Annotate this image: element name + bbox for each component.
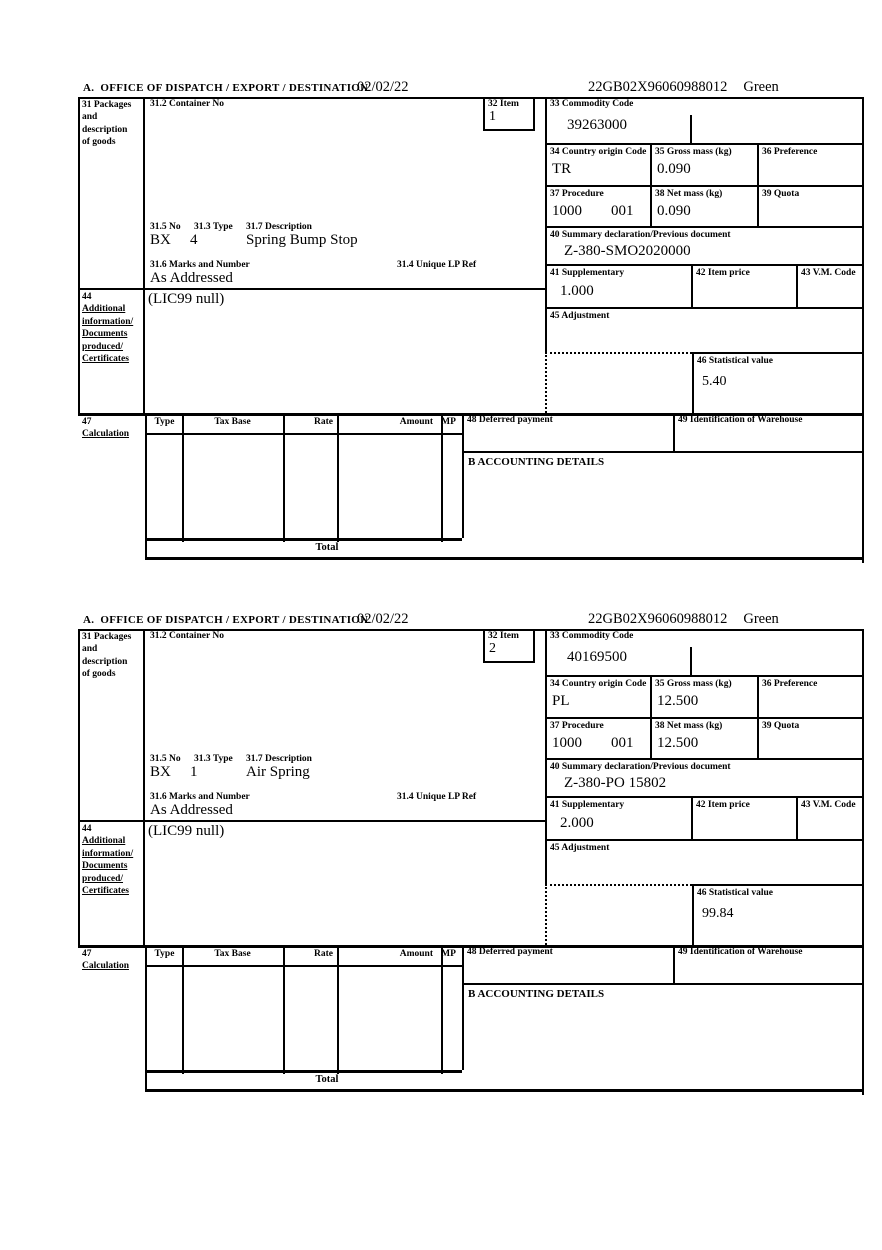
section-header [78, 610, 864, 629]
packages-no-value: BX [150, 764, 171, 780]
calc-column-amount: Amount [333, 945, 443, 1074]
calc-column-tax-base: Tax Base [182, 945, 285, 1074]
net-mass-value: 0.090 [657, 203, 691, 219]
marks-and-number-value: As Addressed [150, 270, 233, 286]
deferred-payment-box [462, 945, 673, 985]
vm-code-box [796, 266, 862, 309]
supplementary-label: 41 Supplementary [550, 268, 625, 278]
warehouse-identification-label: 49 Identification of Warehouse [678, 947, 803, 957]
calculation-number-label: 47 [82, 949, 92, 959]
preference-label: 36 Preference [762, 147, 818, 157]
packages-type-value: 4 [190, 232, 198, 248]
calc-column-type: Type [147, 413, 184, 542]
marks-and-number-value: As Addressed [150, 802, 233, 818]
warehouse-identification-label: 49 Identification of Warehouse [678, 415, 803, 425]
statistical-value-box [692, 884, 862, 945]
calculation-word-label: Calculation [82, 429, 129, 439]
summary-declaration-label: 40 Summary declaration/Previous document [550, 762, 731, 772]
adjustment-label: 45 Adjustment [550, 843, 610, 853]
declaration-form-grid [78, 629, 864, 1096]
item-price-box [691, 266, 796, 309]
item-price-box [691, 798, 796, 841]
packages-no-label: 31.5 No [150, 222, 181, 232]
marks-and-number-label: 31.6 Marks and Number [150, 792, 250, 802]
total-label: Total [315, 1074, 339, 1085]
summary-declaration-label: 40 Summary declaration/Previous document [550, 230, 731, 240]
marks-and-number-label: 31.6 Marks and Number [150, 260, 250, 270]
item-number-box [483, 629, 535, 663]
container-no-label: 31.2 Container No [150, 631, 224, 641]
gross-mass-value: 0.090 [657, 161, 691, 177]
packages-type-label: 31.3 Type [194, 754, 233, 764]
declaration-date: 02/02/22 [357, 611, 409, 627]
office-of-dispatch-title: A. OFFICE OF DISPATCH / EXPORT / DESTINATION [83, 82, 369, 94]
statistical-value-value: 99.84 [702, 906, 734, 921]
calc-column-rate: Rate [283, 413, 339, 542]
procedure-box [545, 719, 650, 760]
net-mass-box [650, 719, 757, 760]
supplementary-box [545, 266, 691, 309]
vm-code-box [796, 798, 862, 841]
commodity-code-box [545, 97, 862, 145]
item-number-label: 32 Item [488, 631, 519, 641]
calculation-word-label: Calculation [82, 961, 129, 971]
routing-indicator: Green [743, 611, 779, 627]
supplementary-value: 1.000 [560, 283, 594, 299]
net-mass-label: 38 Net mass (kg) [655, 189, 723, 199]
warehouse-identification-box [673, 413, 862, 453]
procedure-value: 1000 [552, 203, 582, 219]
additional-information-value: (LIC99 null) [148, 823, 225, 839]
procedure-value: 1000 [552, 735, 582, 751]
unique-lp-ref-label: 31.4 Unique LP Ref [397, 792, 477, 802]
goods-description-label: 31.7 Description [246, 222, 312, 232]
commodity-code-value: 40169500 [567, 649, 627, 665]
declaration-form-grid [78, 97, 864, 564]
gross-mass-value: 12.500 [657, 693, 699, 709]
box44-additional-info-label: 44 Additional information/ Documents produced/ Certificates [82, 292, 134, 365]
country-origin-label: 34 Country origin Code [550, 679, 647, 689]
preference-box [757, 677, 862, 719]
mrn-number: 22GB02X96060988012 [588, 79, 728, 95]
calc-column-mp: MP [441, 949, 456, 959]
unique-lp-ref-label: 31.4 Unique LP Ref [397, 260, 477, 270]
statistical-value-box [692, 352, 862, 413]
box44-top-border [78, 288, 545, 290]
country-origin-box [545, 145, 650, 187]
calculation-table [145, 945, 462, 1070]
item-number-value: 2 [489, 641, 496, 656]
item-price-label: 42 Item price [696, 268, 750, 278]
accounting-details-label: B ACCOUNTING DETAILS [468, 456, 605, 468]
vm-code-label: 43 V.M. Code [801, 800, 856, 810]
commodity-code-label: 33 Commodity Code [550, 99, 634, 109]
gross-mass-box [650, 145, 757, 187]
deferred-payment-box [462, 413, 673, 453]
packages-type-label: 31.3 Type [194, 222, 233, 232]
quota-box [757, 187, 862, 228]
calc-total-row [145, 1070, 862, 1092]
gross-mass-box [650, 677, 757, 719]
supplementary-label: 41 Supplementary [550, 800, 625, 810]
statistical-value-value: 5.40 [702, 374, 727, 389]
commodity-code-value: 39263000 [567, 117, 627, 133]
preference-label: 36 Preference [762, 679, 818, 689]
accounting-details-box [462, 985, 862, 1070]
net-mass-value: 12.500 [657, 735, 699, 751]
summary-declaration-box [545, 228, 862, 266]
declaration-reference [588, 611, 779, 628]
declaration-reference [588, 79, 779, 96]
warehouse-identification-box [673, 945, 862, 985]
routing-indicator: Green [743, 79, 779, 95]
adjustment-label: 45 Adjustment [550, 311, 610, 321]
section-header [78, 78, 864, 97]
procedure-label: 37 Procedure [550, 189, 604, 199]
country-origin-value: TR [552, 161, 572, 177]
office-of-dispatch-title: A. OFFICE OF DISPATCH / EXPORT / DESTINATION [83, 614, 369, 626]
summary-declaration-value: Z-380-PO 15802 [564, 775, 667, 791]
box44-additional-info-label: 44 Additional information/ Documents produced/ Certificates [82, 824, 134, 897]
adjustment-dotted-area [545, 352, 692, 413]
container-no-label: 31.2 Container No [150, 99, 224, 109]
adjustment-box [545, 309, 862, 352]
calc-column-rate: Rate [283, 945, 339, 1074]
box31-packages-label: 31 Packages and description of goods [82, 100, 132, 148]
procedure-suffix-value: 001 [611, 735, 634, 751]
declaration-item-section [78, 610, 864, 1100]
quota-box [757, 719, 862, 760]
country-origin-value: PL [552, 693, 570, 709]
form-right-border [862, 97, 864, 563]
gross-mass-label: 35 Gross mass (kg) [655, 679, 732, 689]
additional-information-value: (LIC99 null) [148, 291, 225, 307]
commodity-code-separator-mark [690, 647, 692, 677]
declaration-date: 02/02/22 [357, 79, 409, 95]
procedure-suffix-value: 001 [611, 203, 634, 219]
deferred-payment-label: 48 Deferred payment [467, 415, 553, 425]
total-label: Total [315, 542, 339, 553]
net-mass-box [650, 187, 757, 228]
packages-no-value: BX [150, 232, 171, 248]
procedure-box [545, 187, 650, 228]
calc-column-type: Type [147, 945, 184, 1074]
quota-label: 39 Quota [762, 189, 800, 199]
mrn-number: 22GB02X96060988012 [588, 611, 728, 627]
box44-top-border [78, 820, 545, 822]
goods-description-value: Air Spring [246, 764, 310, 780]
calculation-table [145, 413, 462, 538]
net-mass-label: 38 Net mass (kg) [655, 721, 723, 731]
adjustment-box [545, 841, 862, 884]
calc-header-underline [147, 965, 464, 967]
box31-packages-label: 31 Packages and description of goods [82, 632, 132, 680]
goods-description-value: Spring Bump Stop [246, 232, 358, 248]
goods-description-label: 31.7 Description [246, 754, 312, 764]
statistical-value-label: 46 Statistical value [697, 356, 773, 366]
summary-declaration-box [545, 760, 862, 798]
adjustment-dotted-area [545, 884, 692, 945]
country-origin-box [545, 677, 650, 719]
calculation-number-label: 47 [82, 417, 92, 427]
item-number-box [483, 97, 535, 131]
item-price-label: 42 Item price [696, 800, 750, 810]
accounting-details-label: B ACCOUNTING DETAILS [468, 988, 605, 1000]
supplementary-box [545, 798, 691, 841]
commodity-code-separator-mark [690, 115, 692, 145]
country-origin-label: 34 Country origin Code [550, 147, 647, 157]
commodity-code-box [545, 629, 862, 677]
item-number-label: 32 Item [488, 99, 519, 109]
declaration-item-section [78, 78, 864, 568]
statistical-value-label: 46 Statistical value [697, 888, 773, 898]
item-number-value: 1 [489, 109, 496, 124]
calc-header-underline [147, 433, 464, 435]
calc-total-row [145, 538, 862, 560]
procedure-label: 37 Procedure [550, 721, 604, 731]
summary-declaration-value: Z-380-SMO2020000 [564, 243, 691, 259]
calc-column-tax-base: Tax Base [182, 413, 285, 542]
calc-column-amount: Amount [333, 413, 443, 542]
packages-type-value: 1 [190, 764, 198, 780]
preference-box [757, 145, 862, 187]
packages-no-label: 31.5 No [150, 754, 181, 764]
deferred-payment-label: 48 Deferred payment [467, 947, 553, 957]
supplementary-value: 2.000 [560, 815, 594, 831]
vm-code-label: 43 V.M. Code [801, 268, 856, 278]
gross-mass-label: 35 Gross mass (kg) [655, 147, 732, 157]
calc-column-mp: MP [441, 417, 456, 427]
form-right-border [862, 629, 864, 1095]
accounting-details-box [462, 453, 862, 538]
quota-label: 39 Quota [762, 721, 800, 731]
commodity-code-label: 33 Commodity Code [550, 631, 634, 641]
